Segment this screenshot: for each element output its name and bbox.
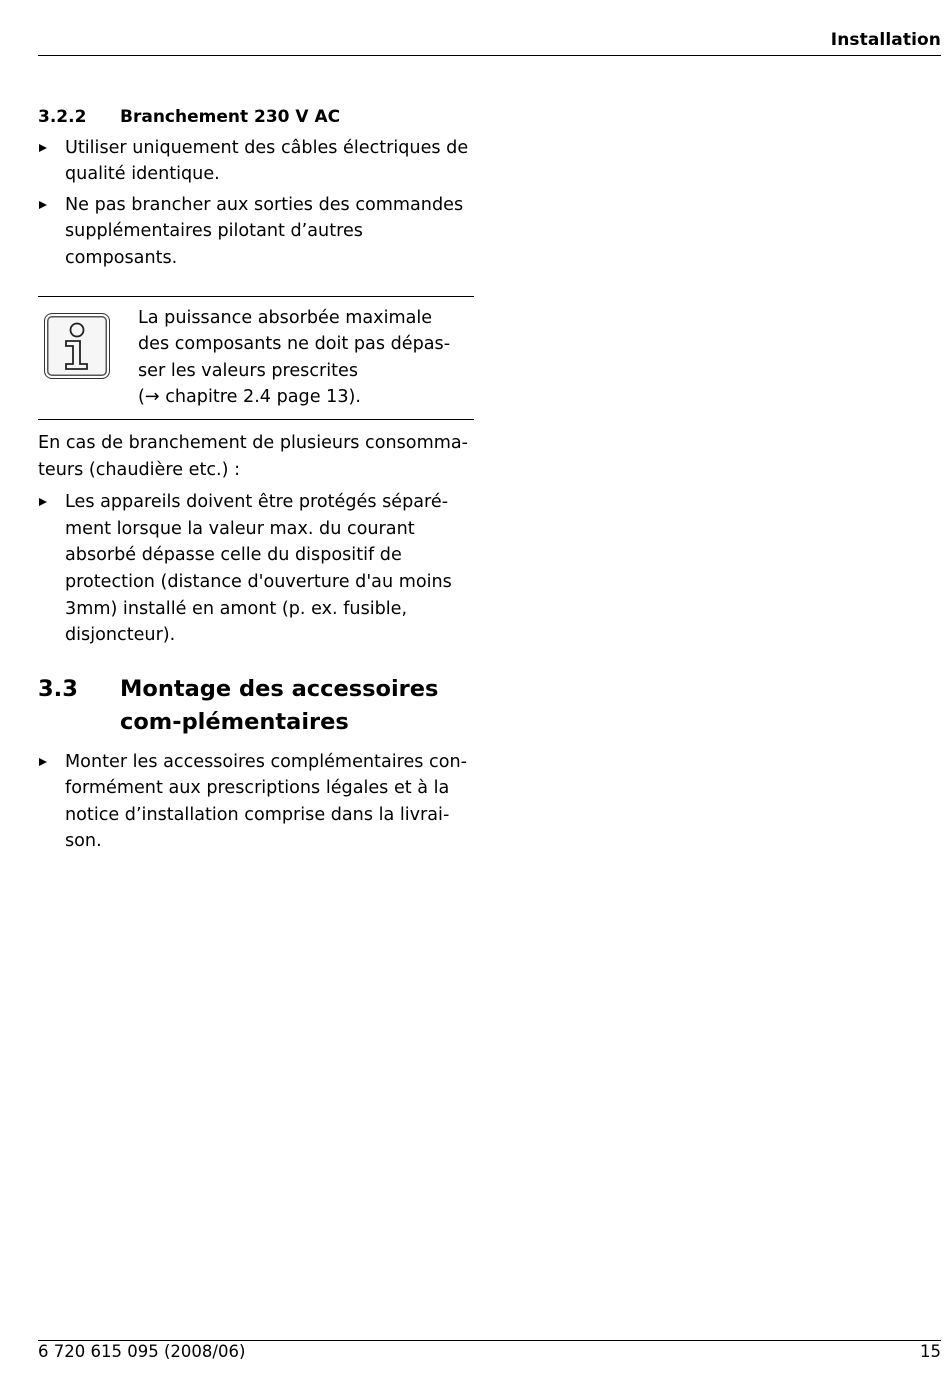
list-item: Utiliser uniquement des câbles électriques de qualité identique. (38, 135, 474, 188)
header-rule (38, 55, 941, 56)
paragraph-multiple-consumers: En cas de branchement de plusieurs consomma-teurs (chaudière etc.) : (38, 432, 468, 480)
bullet-list-protection (38, 489, 474, 649)
section-number: 3.3 (38, 675, 78, 702)
info-icon (44, 313, 110, 379)
section-number: 3.2.2 (38, 107, 87, 127)
list-item: Les appareils doivent être protégés séparé-ment lorsque la valeur max. du courant absorbé dépasse celle du dispositif de protection (distance d'ouverture d'au moins 3mm) installé en amont (p. ex. fusible, disjoncteur). (38, 489, 474, 649)
section-heading-3-3 (38, 673, 474, 739)
bullet-list-cables (38, 135, 474, 272)
info-note-text: La puissance absorbée maximale des composants ne doit pas dépas-ser les valeurs prescrites (→ chapitre 2.4 page 13). (138, 307, 451, 408)
section-title: Montage des accessoires com-plémentaires (120, 675, 439, 735)
section-title: Branchement 230 V AC (120, 107, 341, 127)
list-item: Monter les accessoires complémentaires con-formément aux prescriptions légales et à la notice d’installation comprise dans la livrai-son. (38, 749, 474, 855)
footer-rule (38, 1340, 941, 1341)
triangle-bullet-icon (39, 498, 47, 506)
section-heading-3-2-2 (38, 104, 474, 131)
triangle-bullet-icon (39, 758, 47, 766)
list-item: Ne pas brancher aux sorties des commandes supplémentaires pilotant d’autres composants. (38, 192, 474, 272)
info-note (38, 296, 474, 420)
bullet-list-accessories (38, 749, 474, 855)
main-column (38, 104, 474, 859)
triangle-bullet-icon (39, 201, 47, 209)
running-header-title: Installation (830, 30, 941, 50)
triangle-bullet-icon (39, 144, 47, 152)
document-number: 6 720 615 095 (2008/06) (38, 1342, 246, 1361)
page-number: 15 (920, 1342, 941, 1361)
